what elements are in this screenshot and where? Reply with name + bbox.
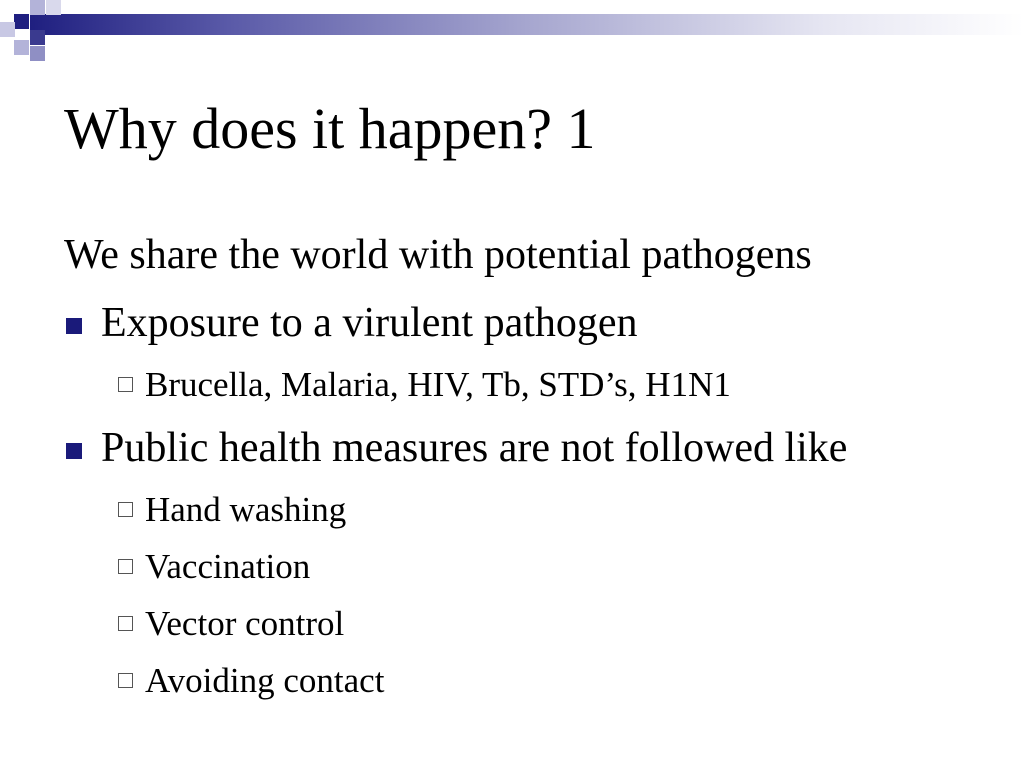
bullet-item xyxy=(64,421,984,475)
sub-bullet-item xyxy=(64,659,984,703)
filled-square-icon xyxy=(66,443,82,459)
bullet-item xyxy=(64,296,984,350)
hollow-square-icon xyxy=(118,377,133,392)
bullet-text: Exposure to a virulent pathogen xyxy=(101,300,638,346)
hollow-square-icon xyxy=(118,673,133,688)
bullet-text: Public health measures are not followed like xyxy=(101,425,848,471)
slide-title: Why does it happen? 1 xyxy=(64,96,596,161)
sub-bullet-text: Brucella, Malaria, HIV, Tb, STD’s, H1N1 xyxy=(145,365,731,404)
sub-bullet-item xyxy=(64,545,984,589)
deco-square-icon xyxy=(30,30,45,45)
hollow-square-icon xyxy=(118,616,133,631)
sub-bullet-text: Vector control xyxy=(145,604,345,643)
sub-bullet-item xyxy=(64,363,984,407)
sub-bullet-item xyxy=(64,602,984,646)
deco-square-icon xyxy=(14,14,29,29)
deco-square-icon xyxy=(30,46,45,61)
slide-body xyxy=(64,228,984,703)
header-decoration xyxy=(0,0,1024,62)
sub-bullet-text: Avoiding contact xyxy=(145,661,385,700)
sub-bullet-text: Vaccination xyxy=(145,547,311,586)
deco-square-icon xyxy=(30,0,45,15)
deco-square-icon xyxy=(0,22,15,37)
gradient-band xyxy=(30,14,1024,35)
lead-text: We share the world with potential pathogens xyxy=(64,232,812,278)
sub-bullet-item xyxy=(64,488,984,532)
sub-bullet-text: Hand washing xyxy=(145,490,347,529)
deco-square-icon xyxy=(14,40,29,55)
hollow-square-icon xyxy=(118,502,133,517)
hollow-square-icon xyxy=(118,559,133,574)
deco-square-icon xyxy=(46,0,61,15)
filled-square-icon xyxy=(66,318,82,334)
